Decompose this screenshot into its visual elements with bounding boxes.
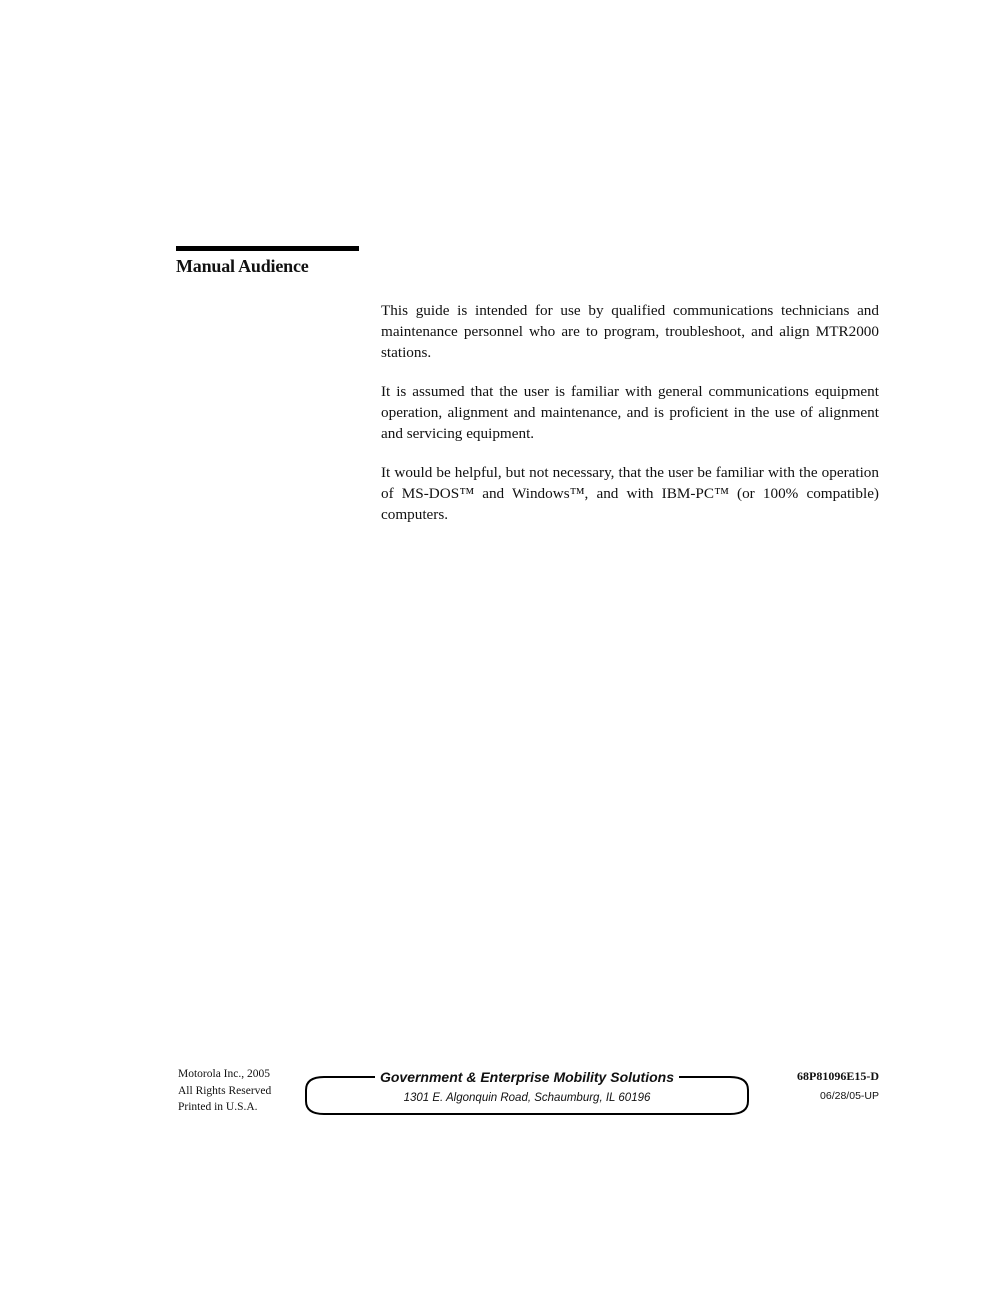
footer-copyright [178,1066,271,1116]
section-title: Manual Audience [176,256,309,276]
paragraph-helpful-knowledge: It would be helpful, but not necessary, that the user be familiar with the operation of MS-DOS™ and Windows™, and with IBM-PC™ (or 100% compatible) computers. [381,464,879,523]
footer-copyright-line: Motorola Inc., 2005 [178,1068,270,1080]
footer-doc-date: 06/28/05-UP [820,1090,879,1102]
body-text [381,300,879,543]
paragraph-assumed-skills: It is assumed that the user is familiar with general communications equipment operation, alignment and maintenance, and is proficient in the use of alignment and servicing equipment. [381,383,879,442]
footer-rights-line: All Rights Reserved [178,1084,272,1097]
section-heading-rule [176,246,359,251]
paragraph-audience: This guide is intended for use by qualified communications technicians and maintenance personnel who are to program, troubleshoot, and align MTR2000 stations. [381,302,879,361]
footer-org-box [304,1068,750,1116]
footer-org-address: 1301 E. Algonquin Road, Schaumburg, IL 60196 [403,1092,651,1104]
footer-doc-number: 68P81096E15-D [797,1069,879,1083]
footer-printed-line: Printed in U.S.A. [178,1101,258,1113]
footer-org-name: Government & Enterprise Mobility Solutions [304,1069,750,1085]
footer-doc-info [760,1068,879,1104]
